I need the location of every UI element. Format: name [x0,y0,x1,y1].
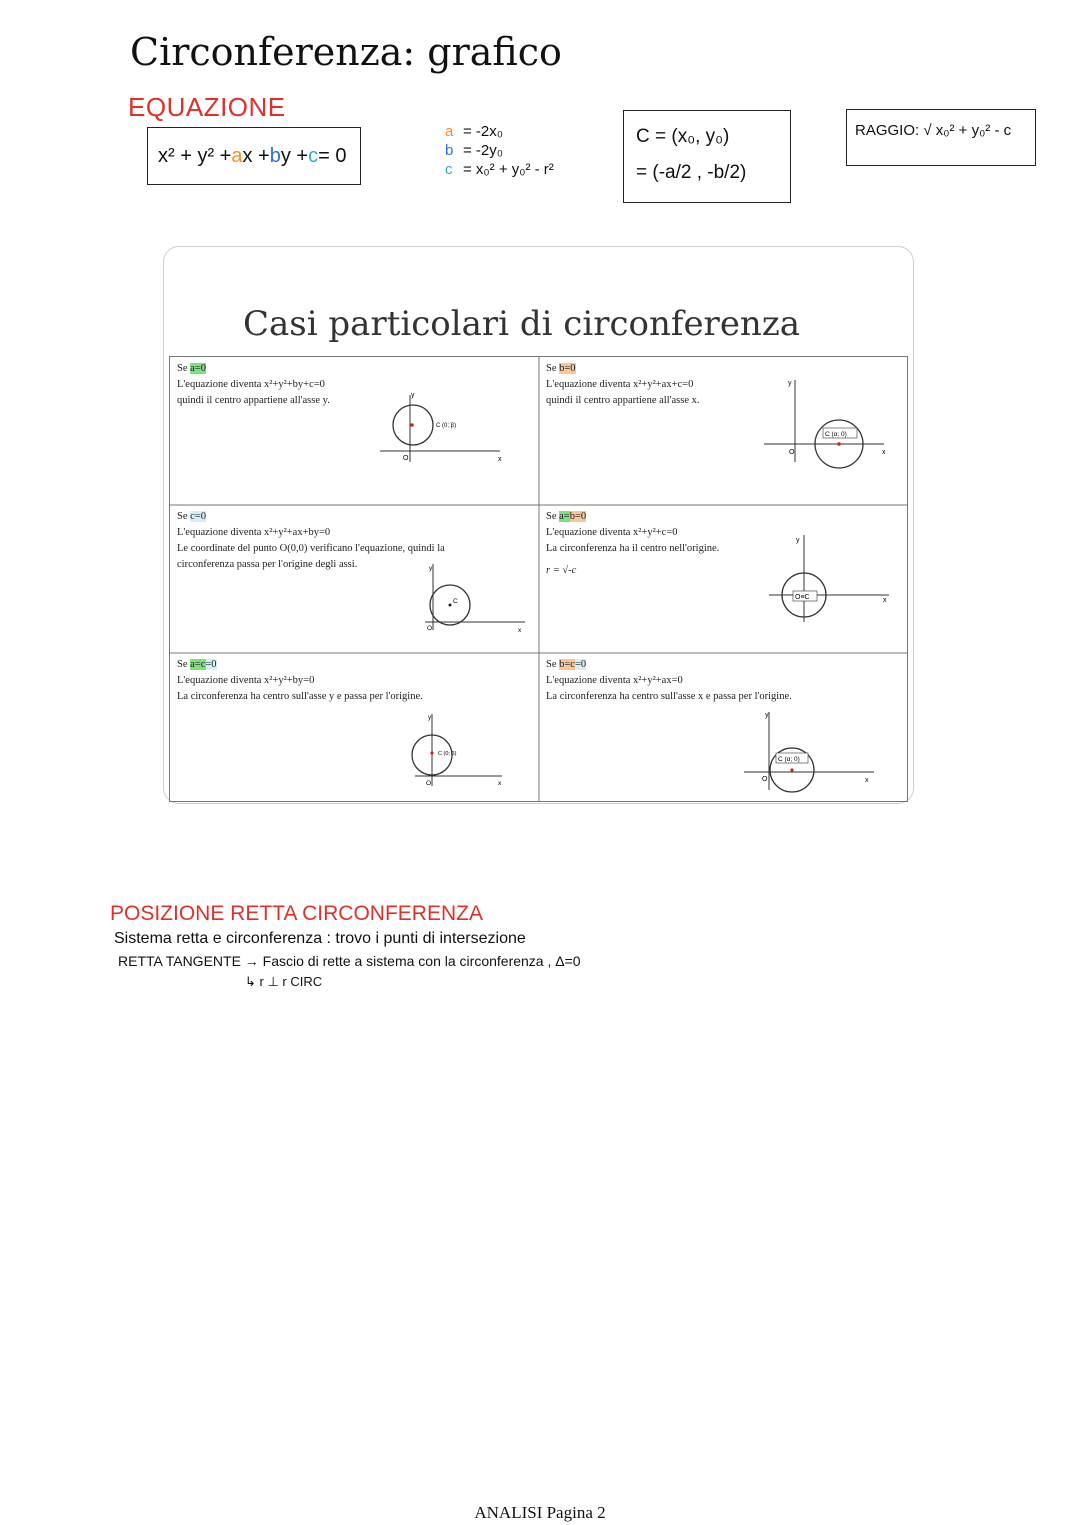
graph-b0 [759,372,889,472]
coef-a-key: a [445,123,454,140]
axis-y-label: y [411,392,415,399]
center-label: C [453,598,458,605]
center-line1: C = (x₀, y₀) [636,126,730,147]
casi-grid [169,356,908,802]
formula-coef-a: a [231,144,243,167]
center-label: C (0; β) [438,751,457,757]
caso-line: La circonferenza ha centro sull'asse y e passa per l'origine. [177,691,423,702]
caso-line: L'equazione diventa x²+y²+ax+by=0 [177,527,331,538]
caso-cond-prefix: Se [177,659,191,670]
equazione-box [147,127,361,185]
axis-x-label: x [883,597,887,604]
graph-c0 [420,560,530,640]
raggio-label: RAGGIO: [855,122,920,139]
posizione-line2: RETTA TANGENTE → Fascio di rette a sistema con la circonferenza , Δ=0 [118,953,581,969]
caso-line: circonferenza passa per l'origine degli assi. [177,559,358,570]
axis-x-label: x [865,777,869,784]
caso-line: L'equazione diventa x²+y²+ax+c=0 [546,379,694,390]
axis-y-label: y [429,565,433,572]
axis-x-label: x [518,627,522,634]
axis-y-label: y [428,714,432,721]
axis-x-label: x [498,780,502,787]
center-label: O≡C [795,594,810,601]
caso-line: L'equazione diventa x²+y²+ax=0 [546,675,683,686]
caso-cond-prefix: Se [177,363,191,374]
axis-x-label: x [498,456,502,463]
graph-a0 [375,387,515,477]
axis-y-label: y [788,380,792,387]
formula-coef-b: b [269,144,281,167]
caso-cond: a=b=0 [559,511,587,522]
center-label: C (0; β) [436,423,457,429]
center-box [623,110,791,203]
caso-cond-prefix: Se [177,511,191,522]
axis-y-label: y [765,712,769,719]
equazione-label: EQUAZIONE [128,92,286,122]
caso-cond-prefix: Se [546,363,560,374]
caso-line: La circonferenza ha centro sull'asse x e passa per l'origine. [546,691,792,702]
posizione-title: POSIZIONE RETTA CIRCONFERENZA [110,902,483,925]
caso-line: Le coordinate del punto O(0,0) verificano l'equazione, quindi la [177,543,445,554]
graph-ab0 [764,530,894,630]
caso-line: L'equazione diventa x²+y²+by+c=0 [177,379,325,390]
center-line2: = (-a/2 , -b/2) [636,162,747,183]
raggio-formula: √ x₀² + y₀² - c [923,122,1012,139]
casi-title: Casi particolari di circonferenza [243,304,801,344]
caso-line: quindi il centro appartiene all'asse x. [546,395,700,406]
caso-cond: a=0 [190,363,206,374]
coef-a-value: = -2x₀ [463,123,503,140]
caso-a0 [170,357,539,505]
caso-ac0 [170,653,539,801]
posizione-line1: Sistema retta e circonferenza : trovo i punti di intersezione [114,930,526,947]
caso-line: La circonferenza ha il centro nell'origine. [546,543,720,554]
caso-line: L'equazione diventa x²+y²+by=0 [177,675,315,686]
caso-cond: b=0 [559,363,576,374]
caso-formula: r = √-c [546,565,577,576]
caso-b0 [539,357,907,505]
page-title: Circonferenza: grafico [130,30,562,74]
graph-ac0 [410,708,520,793]
center-label: C (α; 0) [825,431,847,438]
coef-c-key: c [445,161,453,178]
formula-coef-c: c [308,144,319,167]
page-footer: ANALISI Pagina 2 [474,1503,606,1522]
graph-bc0 [739,708,879,798]
formula-part: y + [280,144,309,167]
formula-part: x + [242,144,270,167]
formula-part: = 0 [318,144,347,167]
caso-cond: a=c=0 [190,659,217,670]
caso-line: quindi il centro appartiene all'asse y. [177,395,330,406]
caso-cond-prefix: Se [546,511,560,522]
posizione-line3: ↳ r ⊥ r CIRC [245,974,323,989]
coef-c-value: = x₀² + y₀² - r² [463,161,554,178]
coef-b-key: b [445,142,454,159]
coef-b-value: = -2y₀ [463,142,503,159]
caso-bc0 [539,653,907,801]
caso-c0 [170,505,539,653]
center-label: C (α; 0) [778,756,800,763]
caso-cond-prefix: Se [546,659,560,670]
caso-cond: c=0 [190,511,206,522]
origin-label: O [403,455,409,462]
formula-part: x² + y² + [158,144,232,167]
origin-label: O [789,449,795,456]
axis-y-label: y [796,537,800,544]
caso-cond: b=c=0 [559,659,587,670]
origin-label: O [426,780,432,787]
caso-ab0 [539,505,907,653]
caso-line: L'equazione diventa x²+y²+c=0 [546,527,678,538]
origin-label: O [427,625,433,632]
raggio-box [846,109,1036,166]
coefficients [445,122,554,179]
axis-x-label: x [882,449,886,456]
origin-label: O [762,776,768,783]
